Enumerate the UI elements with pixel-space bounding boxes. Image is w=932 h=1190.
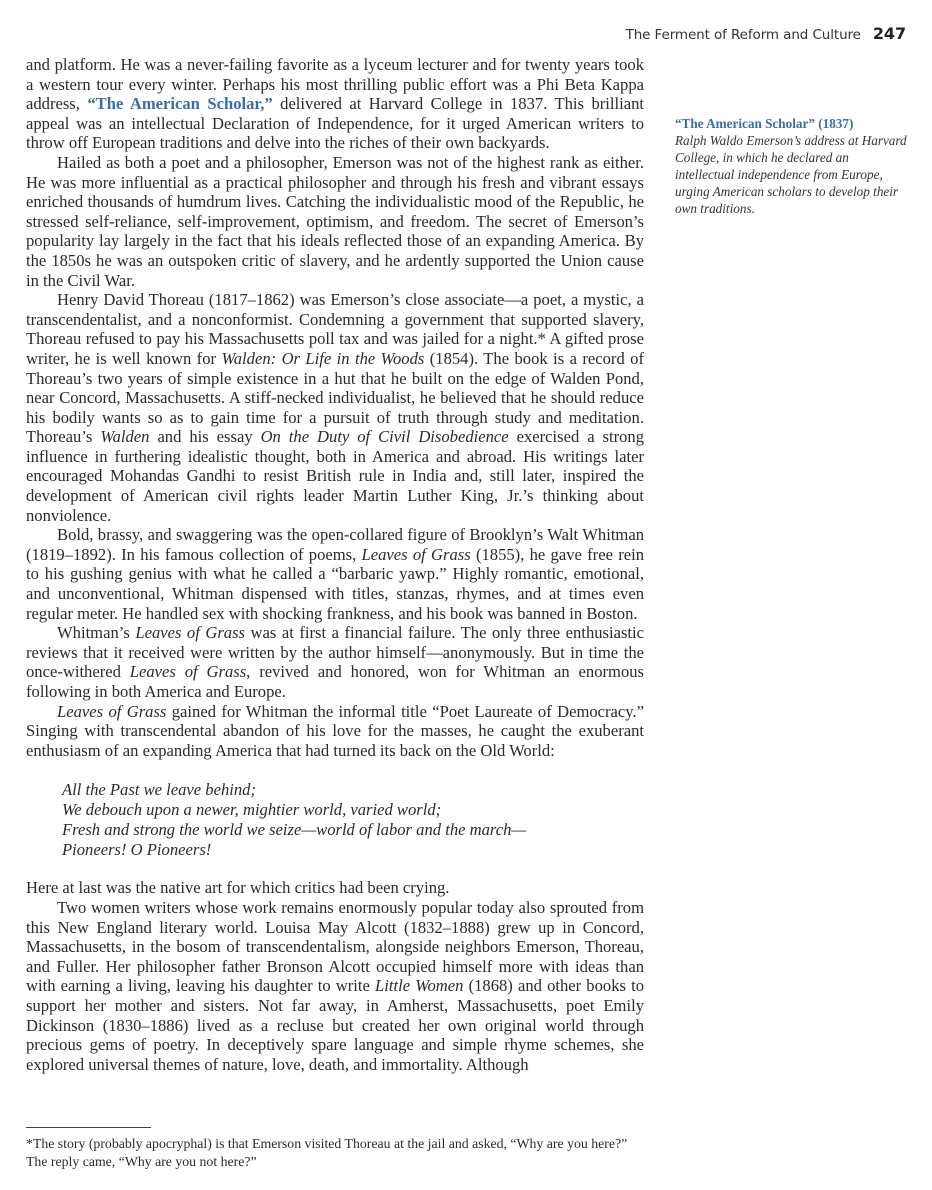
paragraph-emerson-philosopher: Hailed as both a poet and a philosopher, Emerson was not of the highest rank as either. He was more influential as a practical philosopher and through his fresh and vibrant essays enriched thousands of humdrum lives. Catching the individualistic mood of the Republic, he stressed self-reliance, self-improvement, optimism, and freedom. The secret of Emerson’s popularity lay largely in the fact that his ideals reflected those of an expanding America. By the 1850s he was an outspoken critic of slavery, and he ardently supported the Union cause in the Civil War. <box>26 152 644 290</box>
book-title-leaves-of-grass: Leaves of Grass <box>361 544 471 564</box>
poem-line: Pioneers! O Pioneers! <box>62 840 212 860</box>
paragraph-whitman-reception: Whitman’s Leaves of Grass was at first a financial failure. The only three enthusiastic reviews that it received were written by the author himself—anonymously. But in time the once-withered Leaves of Grass, revived and honored, won for Whitman an enormous following in both America and Europe. <box>26 623 645 701</box>
main-text-column <box>26 55 644 1074</box>
poem-excerpt <box>62 780 644 860</box>
page-number: 247 <box>872 24 906 43</box>
paragraph-women-writers: Two women writers whose work remains enormously popular today also sprouted from this New England literary world. Louisa May Alcott (1832–1888) grew up in Concord, Massachusetts, in the bosom of transcendentalism, alongside neighbors Emerson, Thoreau, and Fuller. Her philosopher father Bronson Alcott occupied himself more with ideas than with earning a living, leaving his daughter to write Little Women (1868) and other books to support her mother and sisters. Not far away, in Amherst, Massachusetts, poet Emily Dickinson (1830–1886) lived as a recluse but created her own original world through precious gems of poetry. In deceptively spare language and simple rhyme schemes, she explored universal themes of nature, love, death, and immortality. Although <box>26 897 644 1074</box>
running-head <box>626 24 906 43</box>
glossary-term: “The American Scholar” (1837) <box>675 116 854 131</box>
essay-title-civil-disobedience: On the Duty of Civil Disobedience <box>260 427 509 447</box>
poem-line: We debouch upon a newer, mightier world, varied world; <box>62 800 442 820</box>
poem-line: Fresh and strong the world we seize—world of labor and the march— <box>62 820 527 840</box>
footnote: *The story (probably apocryphal) is that Emerson visited Thoreau at the jail and asked, “Why are you here?” The reply came, “Why are you not here?” <box>26 1136 628 1169</box>
book-title-walden-full: Walden: Or Life in the Woods <box>221 348 425 368</box>
book-title-little-women: Little Women <box>375 976 464 996</box>
paragraph-emerson-scholar: and platform. He was a never-failing favorite as a lyceum lecturer and for twenty years took a western tour every winter. Perhaps his most thrilling public effort was a Phi Beta Kappa address, “The American Scholar,” delivered at Harvard College in 1837. This brilliant appeal was an intellectual Declaration of Independence, for it urged American writers to throw off European traditions and delve into the riches of their own backyards. <box>26 55 644 153</box>
chapter-title: The Ferment of Reform and Culture <box>625 27 861 43</box>
footnote-divider <box>26 1127 151 1128</box>
paragraph-thoreau: Henry David Thoreau (1817–1862) was Emerson’s close associate—a poet, a mystic, a transcendentalist, and a nonconformist. Condemning a government that supported slavery, Thoreau refused to pay his Massachusetts poll tax and was jailed for a night.* A gifted prose writer, he is well known for Walden: Or Life in the Woods (1854). The book is a record of Thoreau’s two years of simple existence in a hut that he built on the edge of Walden Pond, near Concord, Massachusetts. A stiff-necked individualist, he believed that he should reduce his bodily wants so as to gain time for a pursuit of truth through study and meditation. Thoreau’s Walden and his essay On the Duty of Civil Disobedience exercised a strong influence in furthering idealistic thought, both in America and abroad. His writings later encouraged Mohandas Gandhi to resist British rule in India and, still later, inspired the development of American civil rights leader Martin Luther King, Jr.’s thinking about nonviolence. <box>26 290 644 525</box>
glossary-definition: Ralph Waldo Emerson’s address at Harvard College, in which he declared an intellectual independence from Europe, urging American scholars to develop their own traditions. <box>675 133 907 216</box>
paragraph-poet-laureate: Leaves of Grass gained for Whitman the informal title “Poet Laureate of Democracy.” Singing with transcendental abandon of his love for the masses, he caught the exuberant enthusiasm of an expanding America that had turned its back on the Old World: <box>26 701 644 760</box>
key-term-american-scholar: “The American Scholar,” <box>87 94 273 114</box>
book-title-leaves-of-grass: Leaves of Grass <box>135 623 246 643</box>
book-title-leaves-of-grass: Leaves of Grass <box>129 662 247 682</box>
paragraph-native-art: Here at last was the native art for which critics had been crying. <box>26 878 450 898</box>
paragraph-whitman: Bold, brassy, and swaggering was the open-collared figure of Brooklyn’s Walt Whitman (1819–1892). In his famous collection of poems, Leaves of Grass (1855), he gave free rein to his gushing genius with what he called a “barbaric yawp.” Highly romantic, emotional, and unconventional, Whitman dispensed with titles, stanzas, rhymes, and at times even regular meter. He handled sex with shocking frankness, and his book was banned in Boston. <box>26 525 645 623</box>
margin-glossary <box>675 115 910 217</box>
book-title-walden: Walden <box>100 427 150 447</box>
book-title-leaves-of-grass: Leaves of Grass <box>57 701 167 721</box>
poem-line: All the Past we leave behind; <box>62 780 256 800</box>
